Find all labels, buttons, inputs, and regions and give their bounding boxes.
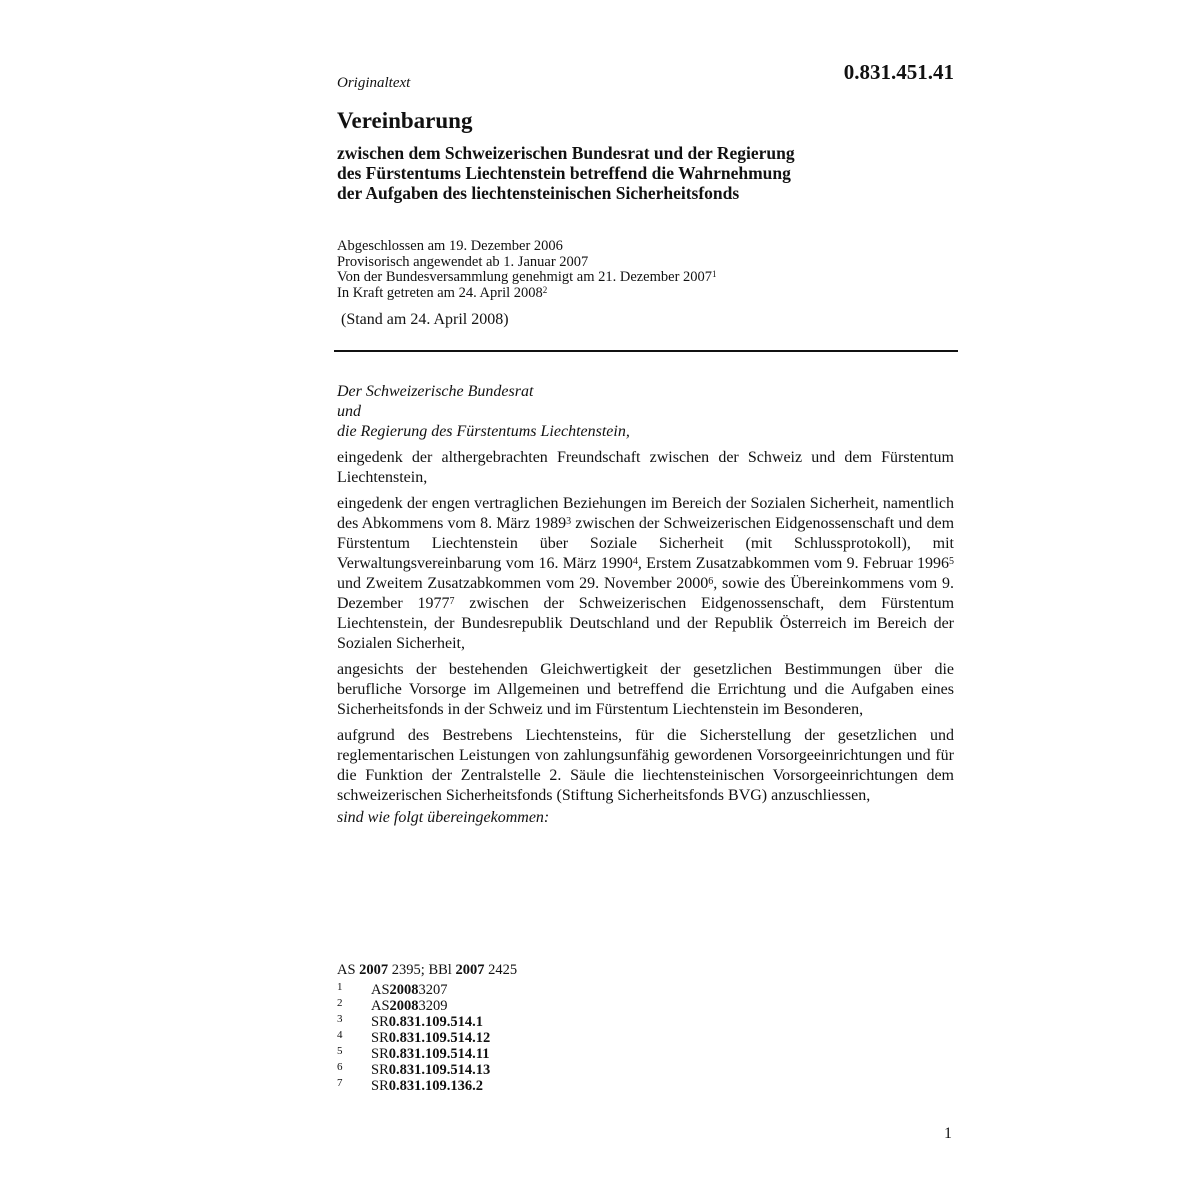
originaltext-label: Originaltext	[337, 75, 411, 91]
preamble-paragraph: eingedenk der althergebrachten Freundschaft zwischen der Schweiz und dem Fürstentum Liechtenstein,	[337, 449, 954, 486]
stand-date: (Stand am 24. April 2008)	[341, 311, 509, 328]
footnote-item: 4 SR 0.831.109.514.12	[337, 1029, 491, 1046]
footnote-ref: 5	[949, 556, 955, 567]
subtitle-line: der Aufgaben des liechtensteinischen Sicherheitsfonds	[337, 183, 740, 203]
footnote-ref: 3	[566, 516, 572, 527]
footnote-item: 2 AS 2008 3209	[337, 997, 448, 1014]
preamble-paragraph: angesichts der bestehenden Gleichwertigkeit der gesetzlichen Bestimmungen über die berufliche Vorsorge im Allgemeinen und betreffend die Errichtung und die Aufgaben eines Sicherheitsfonds in der Schweiz und im Fürstentum Liechtenstein im Besonderen,	[337, 661, 954, 718]
in-force-date: In Kraft getreten am 24. April 2008$^2$	[337, 284, 548, 301]
page-number: 1	[944, 1125, 952, 1142]
footnote-item: 3 SR 0.831.109.514.1	[337, 1013, 483, 1030]
sr-number: 0.831.451.41	[843, 60, 954, 84]
parties-block	[337, 382, 954, 442]
footnote-ref: 2	[542, 284, 548, 295]
concluded-date: Abgeschlossen am 19. Dezember 2006	[337, 238, 563, 254]
publication-source: AS 2007 2395; BBl 2007 2425	[337, 962, 518, 978]
subtitle-line: des Fürstentums Liechtenstein betreffend die Wahrnehmung	[337, 163, 791, 183]
preamble	[337, 382, 954, 828]
footnotes	[337, 962, 517, 1094]
party-line: und	[337, 403, 361, 420]
document-title: Vereinbarung	[337, 108, 473, 133]
footnote-ref: 4	[632, 556, 638, 567]
footnote-item: 7 SR 0.831.109.136.2	[337, 1077, 483, 1094]
closing-formula: sind wie folgt übereingekommen:	[337, 809, 550, 826]
preamble-paragraph: aufgrund des Bestrebens Liechtensteins, für die Sicherstellung der gesetzlichen und reglementarischen Leistungen von zahlungsunfähig gewordenen Vorsorgeeinrichtungen und für die Funktion der Zentralstelle 2. Säule die liechtensteinischen Vorsorgeeinrichtungen dem schweizerischen Sicherheitsfonds (Stiftung Sicherheitsfonds BVG) anzuschliessen,	[337, 727, 954, 804]
footnote-ref: 6	[708, 576, 714, 587]
document-subtitle	[337, 143, 937, 203]
footnote-item: 1 AS 2008 3207	[337, 981, 448, 998]
approved-date: Von der Bundesversammlung genehmigt am 21. Dezember 2007$^1$	[337, 269, 717, 285]
footnote-item: 5 SR 0.831.109.514.11	[337, 1045, 490, 1062]
subtitle-line: zwischen dem Schweizerischen Bundesrat und der Regierung	[337, 143, 795, 163]
footnote-ref: 1	[712, 269, 717, 279]
party-line: Der Schweizerische Bundesrat	[337, 383, 534, 400]
horizontal-rule	[334, 350, 958, 352]
footnote-ref: 7	[449, 596, 455, 607]
document-metadata	[337, 239, 717, 301]
party-line: die Regierung des Fürstentums Liechtenstein,	[337, 423, 630, 440]
footnote-item: 6 SR 0.831.109.514.13	[337, 1061, 491, 1078]
preamble-paragraph: eingedenk der engen vertraglichen Beziehungen im Bereich der Sozialen Sicherheit, namentlich des Abkommens vom 8. März 1989$^3$ zwischen der Schweizerischen Eidgenossenschaft und dem Fürstentum Liechtenstein über Soziale Sicherheit (mit Schlussprotokoll), mit Verwaltungsvereinbarung vom 16. März 1990$^4$, Erstem Zusatzabkommen vom 9. Februar 1996$^5$ und Zweitem Zusatzabkommen vom 29. November 2000$^6$, sowie des Übereinkommens vom 9. Dezember 1977$^7$ zwischen der Schweizerischen Eidgenossenschaft, dem Fürstentum Liechtenstein, der Bundesrepublik Deutschland und der Republik Österreich im Bereich der Sozialen Sicherheit,	[337, 495, 955, 652]
provisional-date: Provisorisch angewendet ab 1. Januar 2007	[337, 253, 589, 270]
